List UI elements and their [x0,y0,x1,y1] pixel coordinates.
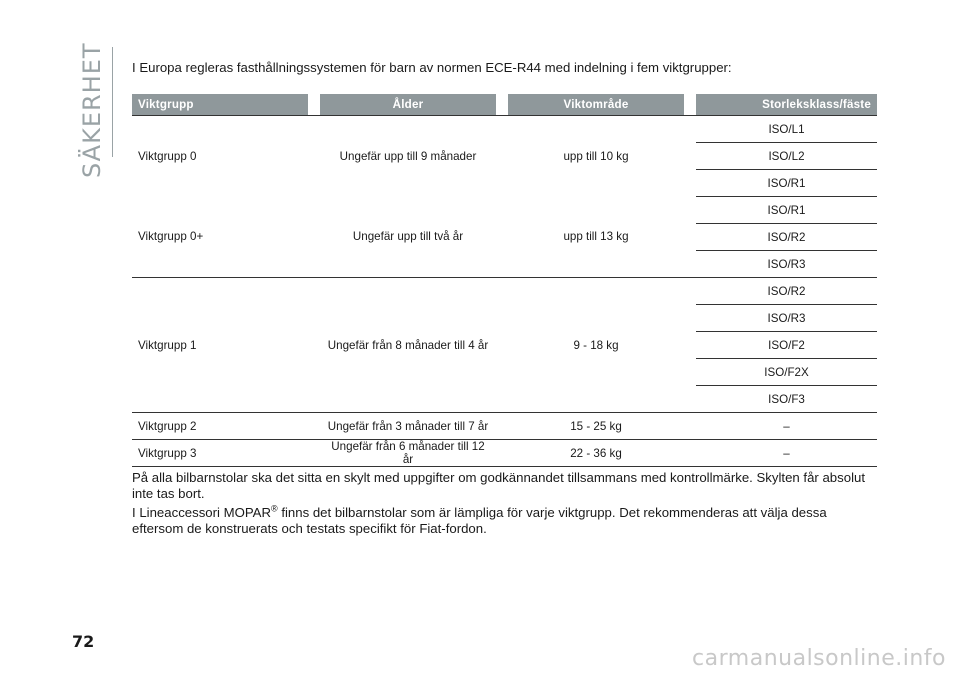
size-class: ISO/R2 [696,278,877,305]
registered-mark: ® [271,503,278,514]
size-class: ISO/R3 [696,305,877,332]
watermark: carmanualsonline.info [692,646,946,671]
size-class: ISO/R1 [696,170,877,197]
size-class: ISO/R1 [696,197,877,224]
table-row [132,413,877,440]
approval-label-paragraph: På alla bilbarnstolar ska det sitta en skylt med uppgifter om godkännandet tillsammans med kontrollmärke. Skylten får absolut inte tas bort. [132,470,866,501]
header-age: Ålder [320,94,496,116]
table-row [132,116,877,143]
group-age: Ungefär upp till två år [320,197,496,278]
group-age: Ungefär upp till 9 månader [320,116,496,197]
header-weight-range: Viktområde [508,94,684,116]
group-name: Viktgrupp 1 [132,278,308,413]
intro-text: I Europa regleras fasthållningssystemen för barn av normen ECE-R44 med indelning i fem viktgrupper: [132,60,732,75]
size-class: ISO/L2 [696,143,877,170]
mopar-paragraph [132,505,877,537]
size-class: ISO/F3 [696,386,877,413]
section-title: SÄKERHET [78,42,106,178]
group-age: Ungefär från 8 månader till 4 år [320,278,496,413]
group-age: Ungefär från 6 månader till 12 år [320,440,496,467]
group-weight: upp till 13 kg [508,197,684,278]
group-weight: 15 - 25 kg [508,413,684,440]
group-weight: 22 - 36 kg [508,440,684,467]
size-class: ISO/R3 [696,251,877,278]
group-name: Viktgrupp 0 [132,116,308,197]
size-class: ISO/F2X [696,359,877,386]
header-weight-group: Viktgrupp [132,94,308,116]
size-class: – [696,413,877,440]
group-name: Viktgrupp 3 [132,440,308,467]
mopar-text-after: finns det bilbarnstolar som är lämpliga för varje viktgrupp. Det rekommenderas att välja dessa eftersom de konstruerats och testats specifikt för Fiat-fordon. [132,505,827,536]
table-header-row [132,94,877,116]
size-class: ISO/L1 [696,116,877,143]
weight-group-table [132,94,877,467]
page-number: 72 [72,632,95,651]
group-weight: 9 - 18 kg [508,278,684,413]
table-row [132,440,877,467]
size-class: – [696,440,877,467]
group-name: Viktgrupp 0+ [132,197,308,278]
size-class: ISO/R2 [696,224,877,251]
table-row [132,278,877,305]
table-row [132,197,877,224]
header-size-class: Storleksklass/fäste [696,94,877,116]
group-name: Viktgrupp 2 [132,413,308,440]
size-class: ISO/F2 [696,332,877,359]
section-divider [112,47,113,157]
group-weight: upp till 10 kg [508,116,684,197]
group-age: Ungefär från 3 månader till 7 år [320,413,496,440]
mopar-text-before: I Lineaccessori MOPAR [132,505,272,520]
